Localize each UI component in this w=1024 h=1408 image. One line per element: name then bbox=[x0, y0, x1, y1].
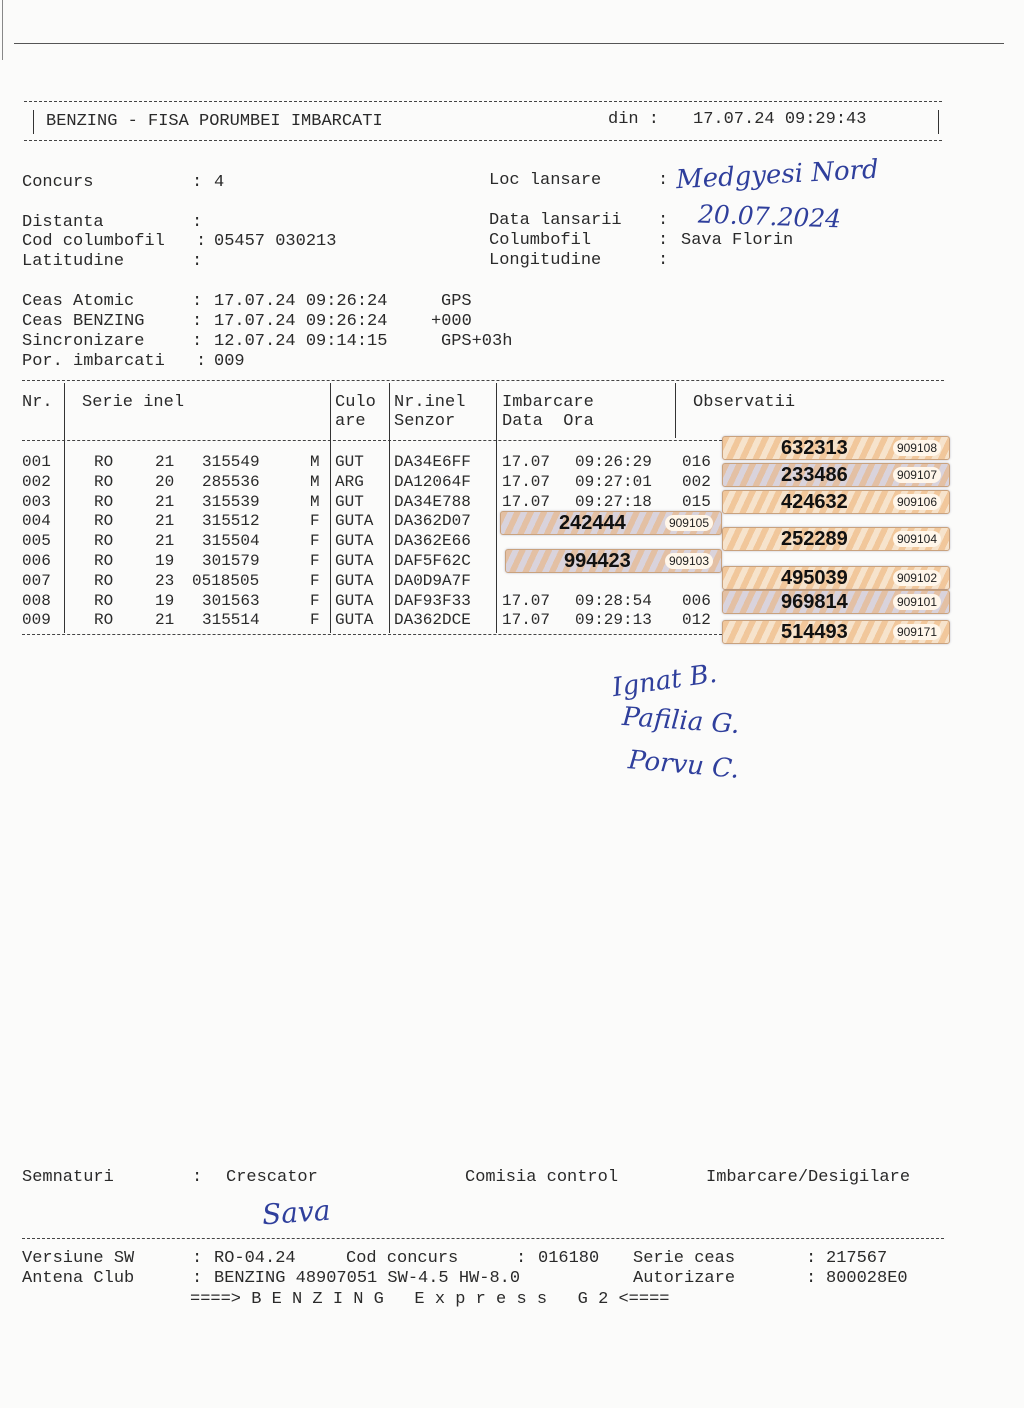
cell-sex: M bbox=[310, 472, 320, 491]
cell-nr: 009 bbox=[22, 611, 51, 630]
latitudine-colon: : bbox=[192, 252, 203, 271]
seal-sticker bbox=[722, 566, 950, 590]
seal-sticker bbox=[722, 463, 950, 487]
cell-sex: F bbox=[310, 552, 320, 570]
autorizare-colon: : bbox=[806, 1269, 817, 1288]
commission-signature-3: Porvu C. bbox=[626, 745, 741, 785]
cell-culoare: GUTA bbox=[335, 591, 374, 610]
columbofil-label: Columbofil bbox=[489, 231, 592, 250]
col-divider-senzor bbox=[496, 383, 497, 633]
header-date-label: din : bbox=[608, 110, 660, 129]
cell-an: 19 bbox=[155, 552, 175, 570]
cell-tara: RO bbox=[94, 472, 114, 491]
cell-inel: 315514 bbox=[202, 611, 260, 630]
sticker-seal-number: 909102 bbox=[893, 570, 941, 586]
header-left-border bbox=[33, 110, 34, 134]
th-imbarcare-1: Imbarcare bbox=[502, 393, 594, 412]
cod-columbofil-value: 05457 030213 bbox=[214, 232, 337, 251]
columbofil-colon: : bbox=[658, 231, 669, 250]
th-culoare-2: are bbox=[335, 412, 366, 431]
cell-an: 21 bbox=[155, 611, 175, 630]
concurs-value: 4 bbox=[214, 173, 225, 192]
por-imbarcati-value: 009 bbox=[214, 352, 245, 371]
autorizare-value: 800028E0 bbox=[826, 1269, 908, 1288]
col-divider-serie bbox=[330, 383, 331, 633]
cell-culoare: GUTA bbox=[335, 512, 374, 531]
cell-senzor: DA362DCE bbox=[394, 611, 471, 630]
cell-nr: 006 bbox=[22, 552, 51, 570]
cell-ora: 09:28:54 bbox=[575, 591, 652, 610]
sticker-seal-number: 909171 bbox=[893, 624, 941, 640]
cell-tara: RO bbox=[94, 492, 114, 511]
cell-tara: RO bbox=[94, 532, 114, 551]
cell-data: 17.07 bbox=[502, 472, 551, 491]
serie-ceas-colon: : bbox=[806, 1249, 817, 1268]
distanta-label: Distanta bbox=[22, 213, 104, 232]
page-top-rule bbox=[14, 43, 1004, 44]
cell-ora: 09:29:13 bbox=[575, 611, 652, 630]
seal-sticker bbox=[500, 511, 722, 535]
sincronizare-colon: : bbox=[192, 332, 203, 351]
cell-tara: RO bbox=[94, 571, 114, 590]
cell-sex: F bbox=[310, 611, 320, 630]
sticker-seal-number: 909105 bbox=[665, 515, 713, 531]
cell-an: 21 bbox=[155, 453, 175, 471]
sticker-seal-number: 909101 bbox=[893, 594, 941, 610]
seal-sticker bbox=[722, 490, 950, 514]
autorizare-label: Autorizare bbox=[633, 1269, 736, 1288]
sincronizare-extra: GPS+03h bbox=[441, 332, 513, 351]
crescator-label: Crescator bbox=[226, 1168, 318, 1187]
cell-inel: 315512 bbox=[202, 512, 260, 531]
cell-inel: 315539 bbox=[202, 492, 260, 511]
cell-senzor: DA362E66 bbox=[394, 532, 471, 551]
cell-sex: F bbox=[310, 512, 320, 531]
cell-tara: RO bbox=[94, 611, 114, 630]
loc-lansare-label: Loc lansare bbox=[489, 171, 602, 190]
cell-culoare: GUTA bbox=[335, 611, 374, 630]
th-imbarcare-2: Data Ora bbox=[502, 412, 594, 431]
cell-culoare: ARG bbox=[335, 472, 364, 491]
cell-tara: RO bbox=[94, 552, 114, 570]
cell-senzor: DA34E6FF bbox=[394, 453, 471, 471]
cell-nr: 008 bbox=[22, 591, 51, 610]
cell-culoare: GUTA bbox=[335, 552, 374, 570]
crescator-signature: Sava bbox=[260, 1193, 332, 1232]
versiune-sw-colon: : bbox=[192, 1249, 203, 1268]
cell-culoare: GUTA bbox=[335, 532, 374, 551]
cell-an: 21 bbox=[155, 492, 175, 511]
ceas-benzing-colon: : bbox=[192, 312, 203, 331]
sticker-code: 233486 bbox=[781, 464, 848, 486]
por-imbarcati-colon: : bbox=[196, 352, 207, 371]
cell-obs: 006 bbox=[682, 591, 711, 610]
comisia-control-label: Comisia control bbox=[465, 1168, 619, 1187]
cell-inel: 301563 bbox=[202, 591, 260, 610]
page-left-edge bbox=[2, 0, 3, 60]
por-imbarcati-label: Por. imbarcati bbox=[22, 352, 165, 371]
sticker-code: 495039 bbox=[781, 567, 848, 589]
cell-senzor: DAF93F33 bbox=[394, 591, 471, 610]
latitudine-label: Latitudine bbox=[22, 252, 125, 271]
versiune-sw-value: RO-04.24 bbox=[214, 1249, 296, 1268]
semnaturi-colon: : bbox=[192, 1168, 203, 1187]
cell-culoare: GUTA bbox=[335, 571, 374, 590]
footer-separator bbox=[22, 1238, 944, 1239]
sticker-code: 242444 bbox=[559, 512, 626, 534]
cell-nr: 004 bbox=[22, 512, 51, 531]
cell-sex: F bbox=[310, 532, 320, 551]
ceas-atomic-colon: : bbox=[192, 292, 203, 311]
cod-concurs-label: Cod concurs bbox=[346, 1249, 459, 1268]
table-header-separator bbox=[22, 440, 722, 441]
cell-an: 23 bbox=[155, 571, 175, 590]
header-date-value: 17.07.24 09:29:43 bbox=[693, 110, 867, 129]
cell-senzor: DAF5F62C bbox=[394, 552, 471, 570]
cell-tara: RO bbox=[94, 453, 114, 471]
cell-tara: RO bbox=[94, 512, 114, 531]
antena-club-value: BENZING 48907051 SW-4.5 HW-8.0 bbox=[214, 1269, 521, 1288]
cell-senzor: DA362D07 bbox=[394, 512, 471, 531]
cell-senzor: DA0D9A7F bbox=[394, 571, 471, 590]
cell-an: 19 bbox=[155, 591, 175, 610]
cell-nr: 001 bbox=[22, 453, 51, 471]
cell-culoare: GUT bbox=[335, 453, 364, 471]
cod-columbofil-colon: : bbox=[196, 232, 207, 251]
seal-sticker bbox=[505, 549, 722, 573]
imbarcare-desigilare-label: Imbarcare/Desigilare bbox=[706, 1168, 911, 1187]
antena-club-colon: : bbox=[192, 1269, 203, 1288]
sticker-code: 514493 bbox=[781, 621, 848, 643]
loc-lansare-colon: : bbox=[658, 171, 669, 190]
serie-ceas-label: Serie ceas bbox=[633, 1249, 736, 1268]
loc-lansare-value: Medgyesi Nord bbox=[675, 154, 880, 196]
table-bottom-border bbox=[22, 634, 722, 635]
cell-inel: 315549 bbox=[202, 453, 260, 471]
cell-obs: 012 bbox=[682, 611, 711, 630]
cod-concurs-colon: : bbox=[516, 1249, 527, 1268]
sticker-seal-number: 909106 bbox=[893, 494, 941, 510]
seal-sticker bbox=[722, 436, 950, 460]
table-top-border bbox=[22, 380, 944, 381]
ceas-atomic-extra: GPS bbox=[441, 292, 472, 311]
ceas-benzing-extra: +000 bbox=[431, 312, 472, 331]
cell-data: 17.07 bbox=[502, 611, 551, 630]
cell-inel: 301579 bbox=[202, 552, 260, 570]
sticker-seal-number: 909107 bbox=[893, 467, 941, 483]
seal-sticker bbox=[722, 620, 950, 644]
cell-senzor: DA12064F bbox=[394, 472, 471, 491]
semnaturi-label: Semnaturi bbox=[22, 1168, 114, 1187]
th-observatii: Observatii bbox=[693, 393, 796, 412]
cell-an: 20 bbox=[155, 472, 175, 491]
columbofil-value: Sava Florin bbox=[681, 231, 794, 250]
cell-an: 21 bbox=[155, 532, 175, 551]
benzing-banner: ====> B E N Z I N G E x p r e s s G 2 <==== bbox=[190, 1290, 670, 1309]
cell-obs: 016 bbox=[682, 453, 711, 471]
cell-culoare: GUT bbox=[335, 492, 364, 511]
antena-club-label: Antena Club bbox=[22, 1269, 135, 1288]
sticker-seal-number: 909103 bbox=[665, 553, 713, 569]
ceas-benzing-value: 17.07.24 09:26:24 bbox=[214, 312, 388, 331]
distanta-colon: : bbox=[192, 213, 203, 232]
th-serie: Serie inel bbox=[82, 393, 185, 412]
sticker-code: 994423 bbox=[564, 550, 631, 572]
cell-inel: 0518505 bbox=[192, 571, 260, 590]
seal-sticker bbox=[722, 590, 950, 614]
cell-sex: F bbox=[310, 571, 320, 590]
cell-nr: 002 bbox=[22, 472, 51, 491]
cell-ora: 09:26:29 bbox=[575, 453, 652, 471]
longitudine-label: Longitudine bbox=[489, 251, 602, 270]
col-divider-imbarcare bbox=[675, 383, 676, 438]
th-senzor-2: Senzor bbox=[394, 412, 456, 431]
th-nr: Nr. bbox=[22, 393, 53, 412]
ceas-atomic-label: Ceas Atomic bbox=[22, 292, 135, 311]
concurs-label: Concurs bbox=[22, 173, 94, 192]
seal-sticker bbox=[722, 527, 950, 551]
sticker-seal-number: 909104 bbox=[893, 531, 941, 547]
col-divider-culoare bbox=[389, 383, 390, 633]
cell-nr: 003 bbox=[22, 492, 51, 511]
cell-inel: 285536 bbox=[202, 472, 260, 491]
sincronizare-value: 12.07.24 09:14:15 bbox=[214, 332, 388, 351]
cell-data: 17.07 bbox=[502, 492, 551, 511]
cell-senzor: DA34E788 bbox=[394, 492, 471, 511]
cell-data: 17.07 bbox=[502, 453, 551, 471]
cod-columbofil-label: Cod columbofil bbox=[22, 232, 165, 251]
th-culoare-1: Culo bbox=[335, 393, 376, 412]
longitudine-colon: : bbox=[658, 251, 669, 270]
data-lansarii-value: 20.07.2024 bbox=[697, 199, 842, 234]
cell-ora: 09:27:01 bbox=[575, 472, 652, 491]
sticker-code: 424632 bbox=[781, 491, 848, 513]
data-lansarii-colon: : bbox=[658, 211, 669, 230]
cell-data: 17.07 bbox=[502, 591, 551, 610]
cell-tara: RO bbox=[94, 591, 114, 610]
header-right-border bbox=[938, 110, 939, 134]
cell-ora: 09:27:18 bbox=[575, 492, 652, 511]
cell-obs: 002 bbox=[682, 472, 711, 491]
sincronizare-label: Sincronizare bbox=[22, 332, 145, 351]
header-bottom-border bbox=[24, 140, 942, 141]
versiune-sw-label: Versiune SW bbox=[22, 1249, 135, 1268]
cell-sex: M bbox=[310, 492, 320, 511]
cell-an: 21 bbox=[155, 512, 175, 531]
data-lansarii-label: Data lansarii bbox=[489, 211, 622, 230]
sticker-seal-number: 909108 bbox=[893, 440, 941, 456]
cell-sex: F bbox=[310, 591, 320, 610]
cell-nr: 005 bbox=[22, 532, 51, 551]
cell-inel: 315504 bbox=[202, 532, 260, 551]
cell-obs: 015 bbox=[682, 492, 711, 511]
cell-nr: 007 bbox=[22, 571, 51, 590]
cod-concurs-value: 016180 bbox=[538, 1249, 600, 1268]
commission-signature-2: Pafilia G. bbox=[621, 701, 741, 741]
cell-sex: M bbox=[310, 453, 320, 471]
serie-ceas-value: 217567 bbox=[826, 1249, 888, 1268]
ceas-benzing-label: Ceas BENZING bbox=[22, 312, 145, 331]
col-divider-nr bbox=[64, 383, 65, 633]
document-title: BENZING - FISA PORUMBEI IMBARCATI bbox=[46, 112, 383, 131]
sticker-code: 632313 bbox=[781, 437, 848, 459]
sticker-code: 252289 bbox=[781, 528, 848, 550]
ceas-atomic-value: 17.07.24 09:26:24 bbox=[214, 292, 388, 311]
commission-signature-1: Ignat B. bbox=[610, 658, 719, 704]
th-senzor-1: Nr.inel bbox=[394, 393, 466, 412]
sticker-code: 969814 bbox=[781, 591, 848, 613]
header-top-border bbox=[24, 101, 942, 102]
concurs-colon: : bbox=[192, 173, 203, 192]
